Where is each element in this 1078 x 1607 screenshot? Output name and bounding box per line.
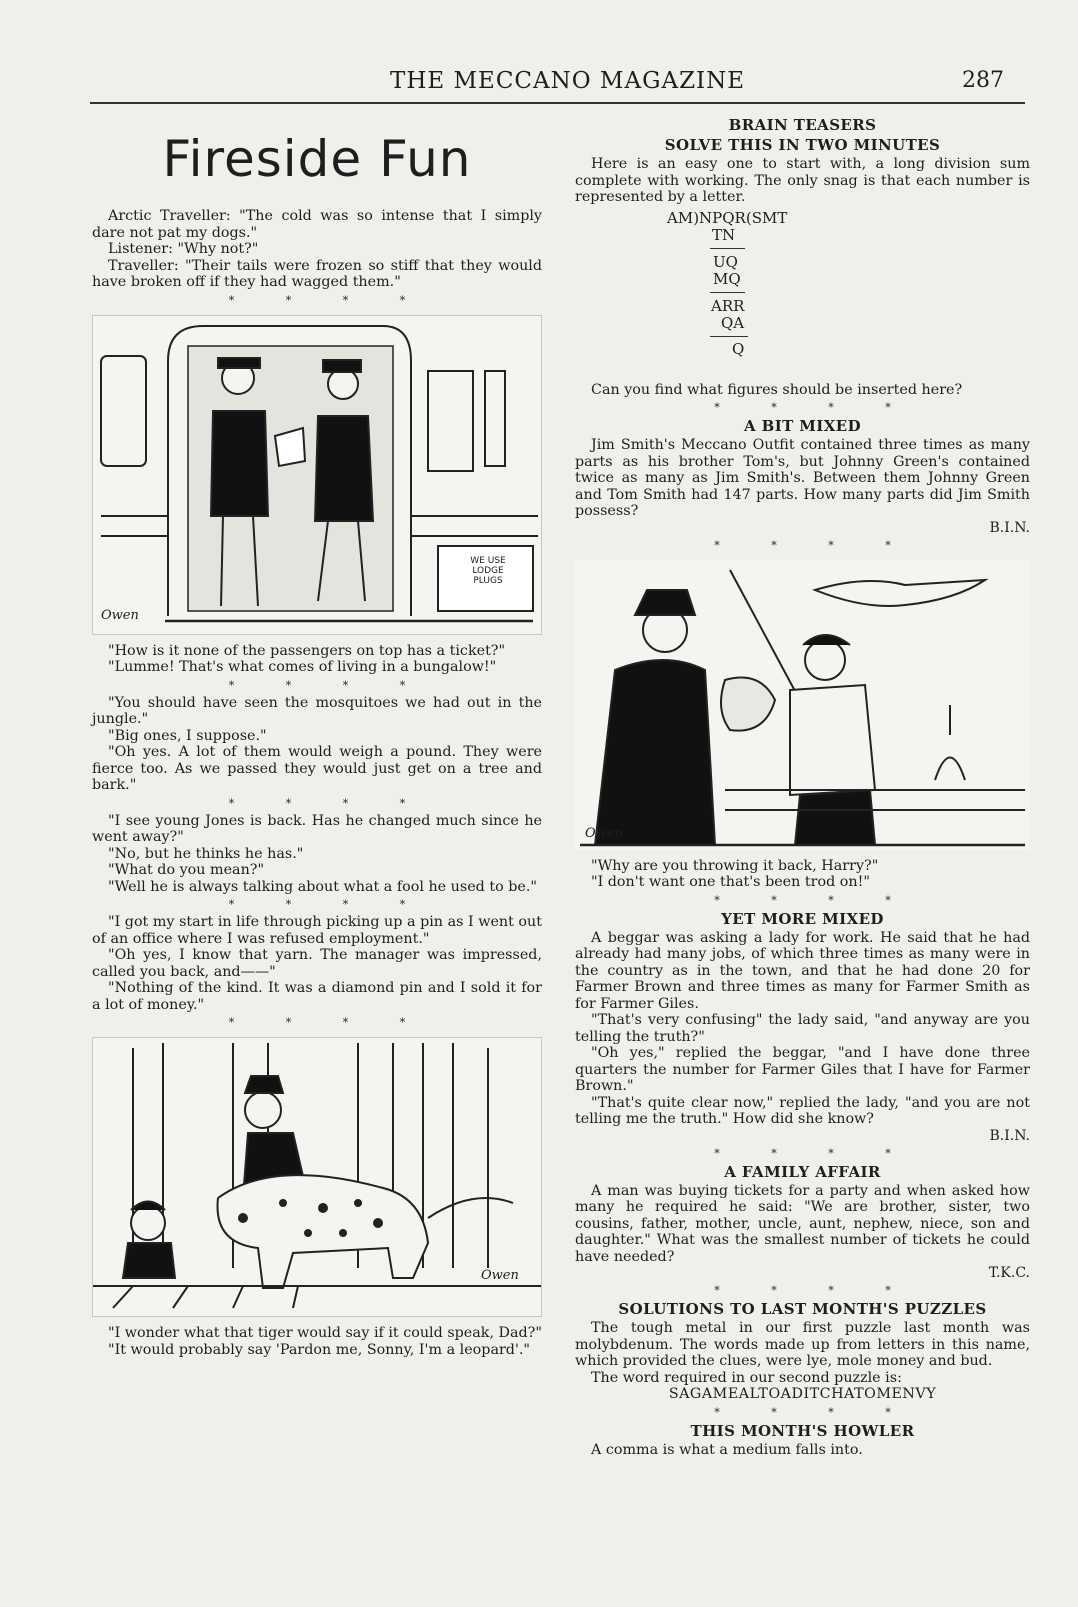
- author-initials: T.K.C.: [988, 1265, 1030, 1281]
- joke-line: "What do you mean?": [108, 862, 265, 878]
- puzzle-text: "That's very confusing" the lady said, "and anyway are you telling the truth?": [575, 1012, 1030, 1045]
- page-number: 287: [962, 68, 1004, 93]
- joke-mosquitoes: [92, 695, 542, 794]
- left-column: [92, 118, 542, 1358]
- howler-heading: THIS MONTH'S HOWLER: [690, 1421, 915, 1440]
- solve-text: Here is an easy one to start with, a long division sum complete with working. The only snag is that each number is represented by a letter.: [575, 156, 1030, 205]
- solutions-text: The word required in our second puzzle is:: [591, 1369, 902, 1386]
- bit-mixed-heading: A BIT MIXED: [743, 417, 862, 435]
- right-column: [575, 114, 1030, 1458]
- solve-question: Can you find what figures should be inserted here?: [591, 381, 963, 398]
- sum-line: Q: [732, 339, 745, 358]
- solution-word: SAGAMEALTOADITCHATOMENVY: [668, 1386, 937, 1402]
- joke-jones: [92, 813, 542, 896]
- joke-line: Listener: "Why not?": [108, 241, 259, 257]
- puzzle-text: A beggar was asking a lady for work. He said that he had already had many jobs, of which three times as many were in the country as in the town, and that he had done 20 for Farmer Brown and three times as many for Farmer Smith as for Farmer Giles.: [575, 929, 1030, 1012]
- separator-stars: * * * *: [228, 1016, 430, 1029]
- lodge-sign-text: WE USE LODGE PLUGS: [470, 555, 506, 586]
- joke-line: "I got my start in life through picking up a pin as I went out of an office where I was refused employment.": [92, 914, 542, 947]
- joke-line: Traveller: "Their tails were frozen so stiff that they would have broken off if they had wagged them.": [92, 257, 542, 290]
- separator-stars: * * * *: [228, 796, 430, 810]
- sum-line: QA: [721, 313, 745, 332]
- section-title: Fireside Fun: [162, 130, 472, 188]
- joke-arctic: [92, 208, 542, 291]
- joke-line: Arctic Traveller: "The cold was so intense that I simply dare not pat my dogs.": [92, 208, 542, 241]
- sum-rule: [710, 336, 748, 337]
- puzzle-text: A man was buying tickets for a party and when asked how many he required he said: "We are brother, sister, two cousins, father, mother, uncle, aunt, nephew, niece, son and daughter." What was the smallest number of tickets he could have needed?: [575, 1182, 1030, 1265]
- joke-line: "No, but he thinks he has.": [108, 845, 304, 862]
- artist-signature: Owen: [585, 825, 623, 841]
- leopard-illustration: [93, 1038, 541, 1316]
- header-rule: [90, 102, 1025, 104]
- sum-rule: [710, 248, 745, 249]
- joke-line: "Oh yes. A lot of them would weigh a pound. They were fierce too. As we passed they would just get on a tree and bark.": [92, 744, 542, 793]
- joke-line: "I wonder what that tiger would say if it could speak, Dad?": [108, 1325, 542, 1341]
- cartoon-leopard: [92, 1037, 542, 1317]
- bit-mixed-text: Jim Smith's Meccano Outfit contained three times as many parts as his brother Tom's, but Johnny Green's contained twice as many as Jim Smith's. Between them Johnny Green and Tom Smith had 147 parts. How many parts did Jim Smith possess?: [575, 437, 1030, 519]
- separator-stars: * * * *: [714, 1284, 915, 1297]
- separator-stars: * * * *: [228, 293, 430, 307]
- cartoon-fish: [575, 560, 1030, 850]
- joke-line: "Lumme! That's what comes of living in a bungalow!": [108, 659, 497, 675]
- artist-signature: Owen: [101, 607, 139, 623]
- sum-line: TN: [712, 225, 736, 244]
- joke-pin: [92, 914, 542, 1013]
- separator-stars: * * * *: [714, 401, 915, 414]
- fishing-illustration: [575, 560, 1030, 850]
- joke-line: "It would probably say 'Pardon me, Sonny, I'm a leopard'.": [108, 1341, 531, 1358]
- author-initials: B.I.N.: [989, 1127, 1030, 1144]
- joke-line: "Well he is always talking about what a fool he used to be.": [108, 878, 537, 895]
- brain-teasers-heading: BRAIN TEASERS: [728, 116, 877, 134]
- joke-line: "Big ones, I suppose.": [108, 727, 267, 744]
- sum-rule: [710, 292, 745, 293]
- joke-line: "I see young Jones is back. Has he changed much since he went away?": [92, 812, 542, 845]
- family-affair-heading: A FAMILY AFFAIR: [724, 1162, 881, 1181]
- separator-stars: * * * *: [714, 893, 915, 907]
- solutions-heading: SOLUTIONS TO LAST MONTH'S PUZZLES: [618, 1300, 987, 1318]
- joke-line: "How is it none of the passengers on top has a ticket?": [108, 642, 506, 659]
- sum-line: AM)NPQR(SMT: [667, 208, 788, 227]
- howler-text: A comma is what a medium falls into.: [591, 1441, 863, 1458]
- joke-fish: [575, 858, 1030, 891]
- sum-line: MQ: [713, 269, 741, 288]
- artist-signature: Owen: [481, 1268, 519, 1283]
- joke-line: "You should have seen the mosquitoes we had out in the jungle.": [92, 694, 542, 727]
- solutions-text: The tough metal in our first puzzle last month was molybdenum. The words made up from letters in this name, which provided the clues, were lye, mole money and bud.: [575, 1320, 1030, 1369]
- joke-line: "Why are you throwing it back, Harry?": [591, 857, 879, 874]
- separator-stars: * * * *: [714, 1405, 915, 1419]
- magazine-title: THE MECCANO MAGAZINE: [390, 68, 746, 94]
- puzzle-text: "That's quite clear now," replied the lady, "and you are not telling me the truth." How did she know?: [575, 1094, 1030, 1127]
- bus-illustration: [93, 316, 541, 634]
- puzzle-text: "Oh yes," replied the beggar, "and I have done three quarters the number for Farmer Giles that I have for Farmer Brown.": [575, 1045, 1030, 1094]
- separator-stars: * * * *: [714, 538, 915, 552]
- author-initials: B.I.N.: [989, 519, 1030, 536]
- solve-heading: SOLVE THIS IN TWO MINUTES: [664, 136, 941, 154]
- joke-line: "Nothing of the kind. It was a diamond pin and I sold it for a lot of money.": [92, 980, 542, 1013]
- joke-bungalow: [92, 643, 542, 676]
- sum-line: ARR: [711, 296, 745, 315]
- long-division-sum: [575, 210, 1030, 378]
- yet-more-mixed-heading: YET MORE MIXED: [721, 909, 884, 928]
- separator-stars: * * * *: [228, 898, 430, 911]
- joke-leopard: [92, 1325, 542, 1358]
- sum-line: UQ: [713, 252, 738, 271]
- joke-line: "I don't want one that's been trod on!": [591, 874, 870, 890]
- separator-stars: * * * *: [714, 1146, 915, 1160]
- separator-stars: * * * *: [228, 678, 430, 692]
- cartoon-bus: [92, 315, 542, 635]
- joke-line: "Oh yes, I know that yarn. The manager was impressed, called you back, and——": [92, 947, 542, 980]
